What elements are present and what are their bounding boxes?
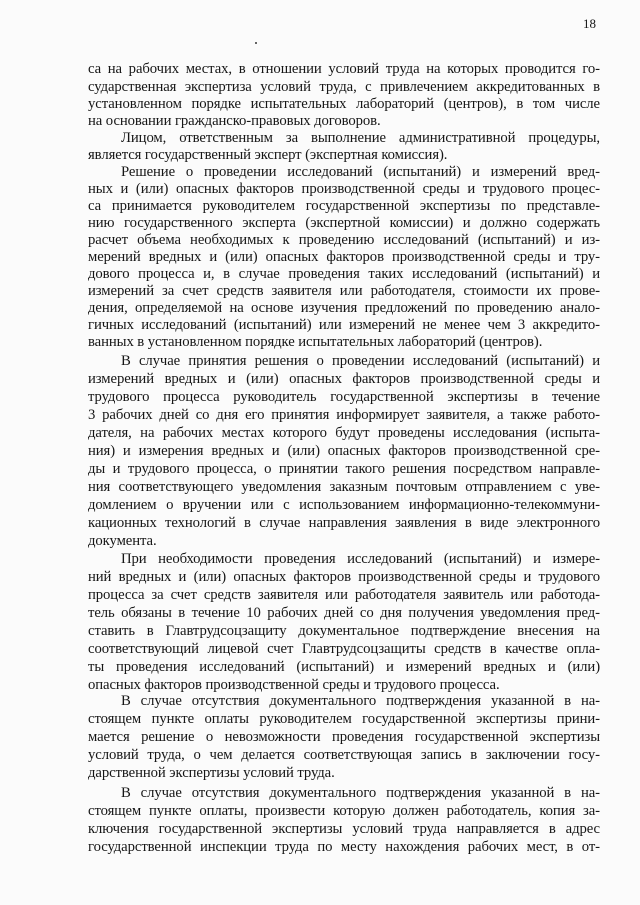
text-line: тель обязаны в течение 10 рабочих дней со дня получения уведомления пред- bbox=[88, 605, 600, 621]
text-line: является государственный эксперт (экспертная комиссия). bbox=[88, 147, 448, 163]
scan-dot bbox=[255, 42, 257, 44]
text-line: кационных технологий в случае направления заявления в виде электронного bbox=[88, 515, 600, 531]
text-line: са принимается руководителем государственной экспертизы по представле- bbox=[88, 198, 600, 214]
text-line: ты проведения исследований (испытаний) и измерений вредных и (или) bbox=[88, 659, 600, 675]
text-line: мерений вредных и (или) опасных факторов производственной среды и тру- bbox=[88, 249, 600, 265]
text-line: нию государственного эксперта (экспертной комиссии) и должно содержать bbox=[88, 215, 600, 231]
text-line: Решение о проведении исследований (испытаний) и измерений вред- bbox=[121, 164, 600, 180]
text-line: Лицом, ответственным за выполнение административной процедуры, bbox=[121, 130, 600, 146]
text-line: стоящем пункте оплаты руководителем государственной экспертизы прини- bbox=[88, 711, 600, 727]
text-line: процесса за счет средств заявителя или работодателя заявитель или работода- bbox=[88, 587, 600, 603]
text-line: измерений вредных и (или) опасных факторов производственной среды и bbox=[88, 371, 600, 387]
text-line: установленном порядке испытательных лабораторий (центров), в том числе bbox=[88, 96, 600, 112]
text-line: ния) и измерения вредных и (или) опасных факторов производственной сре- bbox=[88, 443, 600, 459]
text-line: трудового процесса руководитель государственной экспертизы в течение bbox=[88, 389, 600, 405]
text-line: дового процесса и, в случае проведения таких исследований (испытаний) и bbox=[88, 266, 600, 282]
text-line: ключения государственной экспертизы условий труда направляется в адрес bbox=[88, 821, 600, 837]
text-line: государственной инспекции труда по месту нахождения рабочих мест, в от- bbox=[88, 839, 600, 855]
text-line: дарственной экспертизы условий труда. bbox=[88, 765, 335, 781]
text-line: условий труда, о чем делается соответствующая запись в заключении госу- bbox=[88, 747, 600, 763]
text-line: опасных факторов производственной среды и трудового процесса. bbox=[88, 677, 500, 693]
text-line: дателя, на рабочих местах которого будут проведены исследования (испыта- bbox=[88, 425, 600, 441]
text-line: са на рабочих местах, в отношении условий труда на которых проводится го- bbox=[88, 61, 600, 77]
text-line: сударственная экспертиза условий труда, с привлечением аккредитованных в bbox=[88, 79, 600, 95]
text-line: При необходимости проведения исследований (испытаний) и измере- bbox=[121, 551, 600, 567]
text-line: В случае принятия решения о проведении исследований (испытаний) и bbox=[121, 353, 600, 369]
text-line: домлением о вручении или с использованием информационно-телекоммуни- bbox=[88, 497, 600, 513]
page-number: 18 bbox=[583, 16, 596, 31]
text-line: расчет объема необходимых к проведению исследований (испытаний) и из- bbox=[88, 232, 600, 248]
text-line: 3 рабочих дней со дня его принятия информирует заявителя, а также работо- bbox=[88, 407, 600, 423]
text-line: мается решение о невозможности проведения государственной экспертизы bbox=[88, 729, 600, 745]
text-line: ванных в установленном порядке испытательных лабораторий (центров). bbox=[88, 334, 543, 350]
text-line: В случае отсутствия документального подтверждения указанной в на- bbox=[121, 785, 600, 801]
text-line: стоящем пункте оплаты, произвести которую должен работодатель, копия за- bbox=[88, 803, 600, 819]
text-line: соответствующий лицевой счет Главтрудсоцзащиты средств в качестве опла- bbox=[88, 641, 600, 657]
text-line: на основании гражданско-правовых договоров. bbox=[88, 113, 381, 129]
text-line: В случае отсутствия документального подтверждения указанной в на- bbox=[121, 693, 600, 709]
text-line: измерений за счет средств заявителя или работодателя, стоимости их прове- bbox=[88, 283, 600, 299]
text-line: гичных исследований (испытаний) или измерений не менее чем 3 аккредито- bbox=[88, 317, 600, 333]
text-line: ных и (или) опасных факторов производственной среды и трудового процес- bbox=[88, 181, 600, 197]
text-line: ды и трудового процесса, о принятии такого решения посредством направле- bbox=[88, 461, 600, 477]
text-line: ставить в Главтрудсоцзащиту документальное подтверждение внесения на bbox=[88, 623, 600, 639]
text-line: ний вредных и (или) опасных факторов производственной среды и трудового bbox=[88, 569, 600, 585]
text-line: ния соответствующего уведомления заказным почтовым отправлением с уве- bbox=[88, 479, 600, 495]
text-line: дения, определяемой на основе изучения предложений по проведению анало- bbox=[88, 300, 600, 316]
text-line: документа. bbox=[88, 533, 157, 549]
